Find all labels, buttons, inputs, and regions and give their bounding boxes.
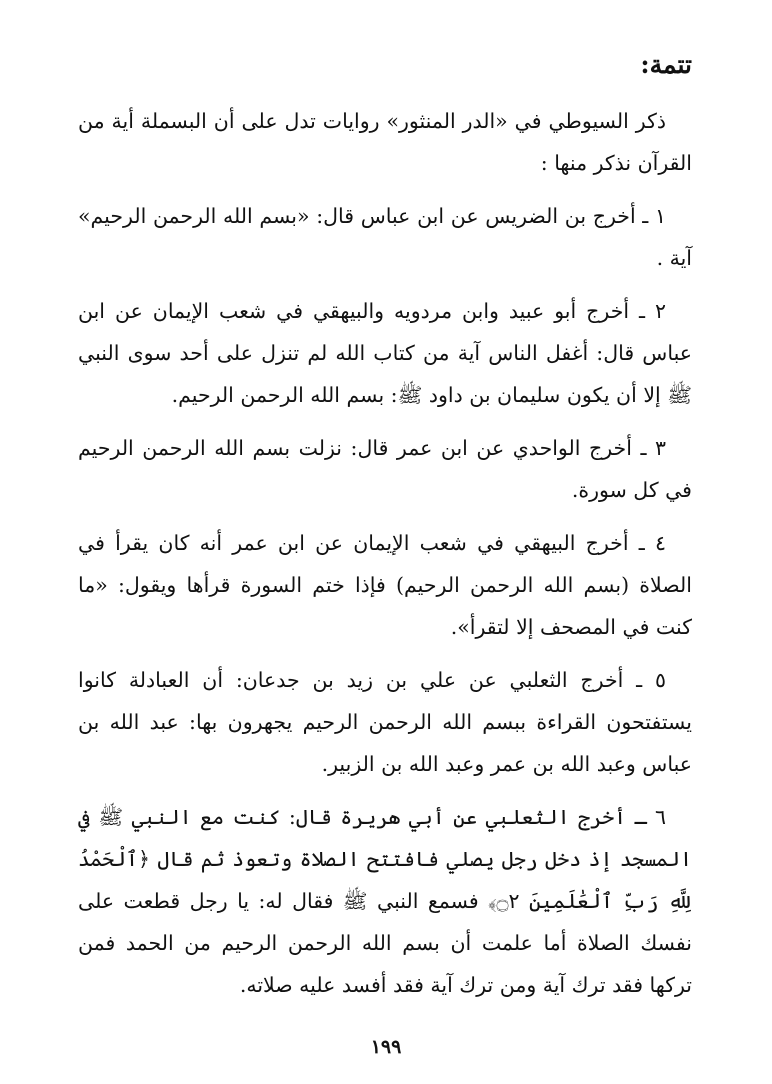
intro-paragraph: ذكر السيوطي في «الدر المنثور» روايات تدل على أن البسملة أية من القرآن نذكر منها :: [78, 109, 692, 175]
narration-5: ٥ ـ أخرج الثعلبي عن علي بن زيد بن جدعان: أن العبادلة كانوا يستفتحون القراءة ببسم الله الرحمن الرحيم يجهرون بها: عبد الله بن عباس وعبد الله بن عمر وعبد الله بن الزبير.: [78, 668, 692, 776]
page-number: ١٩٩: [370, 1036, 402, 1058]
section-heading: تتمة:: [640, 50, 692, 79]
narration-6: ٦ ـ أخرج الثعلبي عن أبي هريرة قال: كنت مع النبي ﷺ في المسجد إذ دخل رجل يصلي فافتتح الصلاة وتعوذ ثم قال ﴿ٱلْحَمْدُ لِلَّهِ رَبِّ ٱلْعَٰلَمِينَ ۝٢﴾ فسمع النبي ﷺ فقال له: يا رجل قطعت على نفسك الصلاة أما علمت أن بسم الله الرحمن الرحيم من الحمد فمن تركها فقد ترك آية ومن ترك آية فقد أفسد عليه صلاته.: [78, 805, 692, 997]
narration-4: ٤ ـ أخرج البيهقي في شعب الإيمان عن ابن عمر أنه كان يقرأ في الصلاة (بسم الله الرحمن الرحيم) فإذا ختم السورة قرأها ويقول: «ما كنت في المصحف إلا لتقرأ».: [78, 531, 692, 639]
narration-3: ٣ ـ أخرج الواحدي عن ابن عمر قال: نزلت بسم الله الرحمن الرحيم في كل سورة.: [78, 436, 692, 502]
page-content: [78, 44, 692, 1084]
narration-2: ٢ ـ أخرج أبو عبيد وابن مردويه والبيهقي في شعب الإيمان عن ابن عباس قال: أغفل الناس آية من كتاب الله لم تنزل على أحد سوى النبي ﷺ إلا أن يكون سليمان بن داود ﷺ: بسم الله الرحمن الرحيم.: [78, 299, 692, 407]
narration-1: ١ ـ أخرج بن الضريس عن ابن عباس قال: «بسم الله الرحمن الرحيم» آية .: [78, 204, 692, 270]
